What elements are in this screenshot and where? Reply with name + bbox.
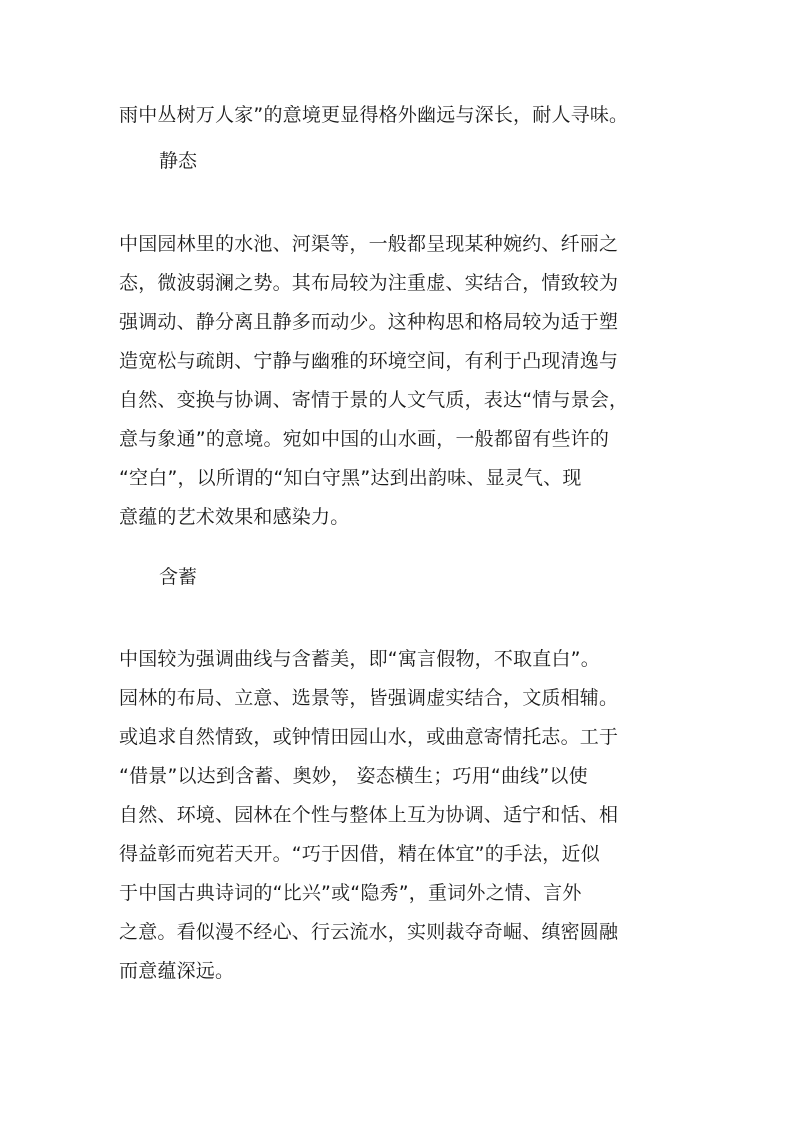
intro-line: 雨中丛树万人家”的意境更显得格外幽远与深长，耐人寻味。 xyxy=(119,104,629,126)
paragraph-line: 自然、环境、园林在个性与整体上互为协调、适宁和恬、相 xyxy=(119,804,619,826)
paragraph-line: 意蕴的艺术效果和感染力。 xyxy=(119,506,350,528)
paragraph-line: 中国园林里的水池、河渠等，一般都呈现某种婉约、纤丽之 xyxy=(119,233,619,255)
paragraph-line: 或追求自然情致，或钟情田园山水，或曲意寄情托志。工于 xyxy=(119,726,619,748)
paragraph-line: 之意。看似漫不经心、行云流水，实则裁夺奇崛、缜密圆融 xyxy=(119,921,619,943)
section-heading-subtle: 含蓄 xyxy=(159,566,198,588)
paragraph-line: 意与象通”的意境。宛如中国的山水画，一般都留有些许的 xyxy=(119,428,610,450)
paragraph-line: 得益彰而宛若天开。“巧于因借，精在体宜”的手法，近似 xyxy=(119,843,600,865)
paragraph-line: 态，微波弱澜之势。其布局较为注重虚、实结合，情致较为 xyxy=(119,272,619,294)
paragraph-line: 强调动、静分离且静多而动少。这种构思和格局较为适于塑 xyxy=(119,311,619,333)
paragraph-line: “空白”，以所谓的“知白守黑”达到出韵味、显灵气、现 xyxy=(119,467,582,489)
paragraph-line: 自然、变换与协调、寄情于景的人文气质，表达“情与景会， xyxy=(119,389,629,411)
paragraph-line: 而意蕴深远。 xyxy=(119,960,235,982)
section-heading-static: 静态 xyxy=(159,150,198,172)
paragraph-line: 造宽松与疏朗、宁静与幽雅的环境空间，有利于凸现清逸与 xyxy=(119,350,619,372)
paragraph-line: “借景”以达到含蓄、奥妙， 姿态横生；巧用“曲线”以使 xyxy=(119,765,588,787)
paragraph-line: 于中国古典诗词的“比兴”或“隐秀”，重词外之情、言外 xyxy=(119,882,582,904)
paragraph-line: 中国较为强调曲线与含蓄美，即“寓言假物，不取直白”。 xyxy=(119,648,600,670)
paragraph-line: 园林的布局、立意、选景等，皆强调虚实结合，文质相辅。 xyxy=(119,687,619,709)
